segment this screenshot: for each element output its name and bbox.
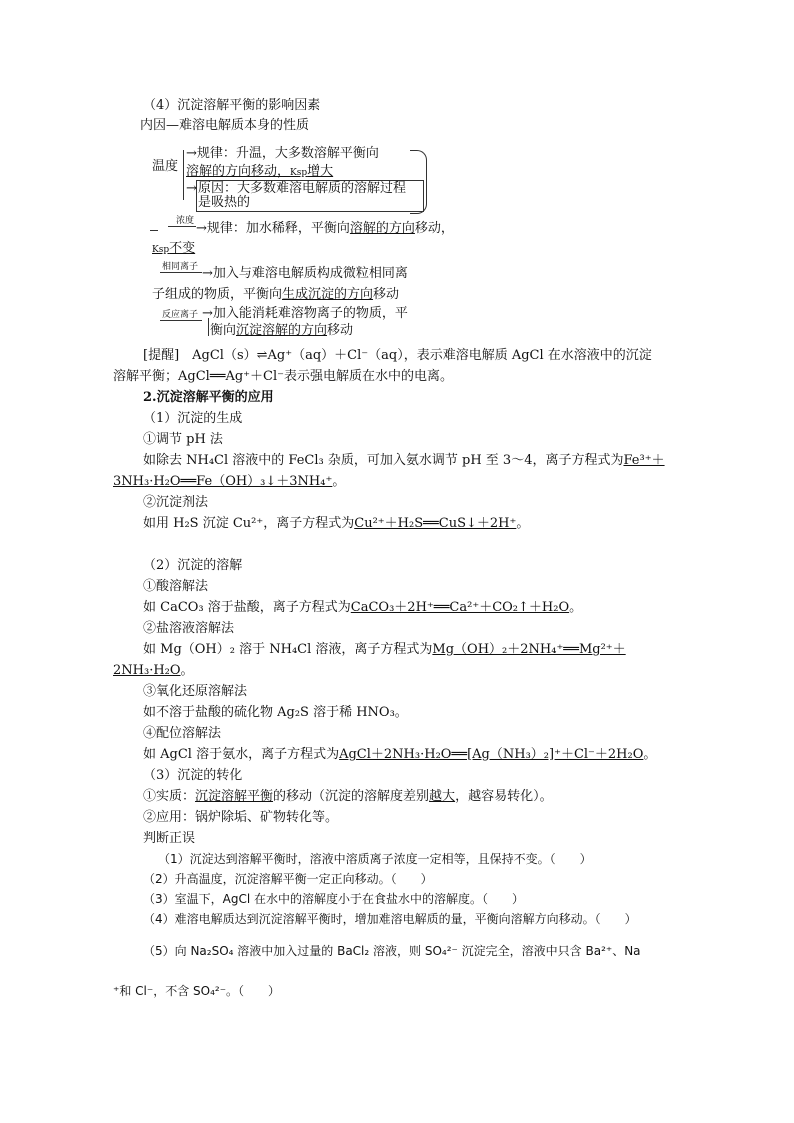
reason-line1: 原因：大多数难溶电解质的溶解过程 <box>198 181 407 196</box>
temperature-label: 温度 <box>152 159 179 174</box>
tip-line2: 溶解平衡；AgCl══Ag⁺＋Cl⁻表示强电解质在水中的电离。 <box>113 369 454 384</box>
essence-post: ，越容易转化）。 <box>455 789 553 804</box>
react-ion-underline <box>160 320 202 321</box>
salt-equation-part1: Mg（OH）₂＋2NH₄⁺══Mg²⁺＋ <box>432 642 626 657</box>
acid-text: 如 CaCO₃ 溶于盐酸，离子方程式为 <box>143 600 351 615</box>
same-ion-label: 相同离子 <box>162 262 199 272</box>
ksp-symbol: Ksp <box>290 168 308 178</box>
coord-equation: AgCl＋2NH₃·H₂O══[Ag（NH₃）₂]⁺＋Cl⁻＋2H₂O <box>339 747 644 762</box>
concentration-rule <box>196 220 454 238</box>
same-ion-underline <box>160 272 202 273</box>
redox-method-text: 如不溶于盐酸的硫化物 Ag₂S 溶于稀 HNO₃。 <box>143 705 408 720</box>
ph-equation-part1: Fe³⁺＋ <box>623 453 665 468</box>
react-ion-bracket <box>208 318 209 336</box>
concentration-label: 浓度 <box>176 216 195 226</box>
ksp-unchanged-text: 不变 <box>169 241 196 256</box>
ph-method-eq <box>113 473 345 491</box>
ksp-symbol: Ksp <box>152 245 170 255</box>
agent-equation: Cu²⁺＋H₂S══CuS↓＋2H⁺ <box>354 516 517 531</box>
redox-method-title: ③氧化还原溶解法 <box>143 684 248 699</box>
essence-emph1: 沉淀溶解平衡 <box>195 789 274 804</box>
react-ion-emph: 沉淀溶解的方向 <box>236 323 328 338</box>
tip-line1: [提醒] AgCl（s）⇌Ag⁺（aq）＋Cl⁻（aq），表示难溶电解质 AgCl 在水溶液中的沉淀 <box>143 348 652 363</box>
heading-4: （4）沉淀溶解平衡的影响因素 <box>143 98 321 113</box>
ksp-unchanged <box>152 240 195 259</box>
salt-end: 。 <box>180 663 194 678</box>
same-ion-line1: →加入与难溶电解质构成微粒相同离 <box>202 266 408 281</box>
ph-method-title: ①调节 pH 法 <box>143 432 223 447</box>
judge-item-2: （2）升高温度，沉淀溶解平衡一定正向移动。（ ） <box>143 872 433 886</box>
salt-method-eq <box>113 662 194 680</box>
judge-item-5-line1: （5）向 Na₂SO₄ 溶液中加入过量的 BaCl₂ 溶液，则 SO₄²⁻ 沉淀完全，溶液中只含 Ba²⁺、Na <box>143 944 641 958</box>
subsection-conversion: （3）沉淀的转化 <box>143 768 243 783</box>
concentration-rule-emph: 溶解的方向 <box>349 221 415 236</box>
reason-line2: 是吸热的 <box>198 195 251 210</box>
ph-equation-part2: 3NH₃·H₂O══Fe（OH）₃↓＋3NH₄⁺ <box>113 474 333 489</box>
temperature-rule-text: 溶解的方向移动， <box>186 164 291 179</box>
judge-item-3: （3）室温下，AgCl 在水中的溶解度小于在食盐水中的溶解度。（ ） <box>143 892 524 906</box>
coord-method-title: ④配位溶解法 <box>143 726 222 741</box>
ksp-increase: 增大 <box>307 164 334 179</box>
salt-equation-part2: 2NH₃·H₂O <box>113 663 181 678</box>
same-ion-line2 <box>152 286 399 304</box>
essence-mid: 的移动（沉淀的溶解度差别 <box>273 789 430 804</box>
react-ion-post: 移动 <box>327 323 354 338</box>
agent-method-text <box>143 515 529 533</box>
subsection-formation: （1）沉淀的生成 <box>143 411 243 426</box>
same-ion-post: 移动 <box>373 287 400 302</box>
agent-method-title: ②沉淀剂法 <box>143 495 209 510</box>
internal-factor: 内因—难溶电解质本身的性质 <box>140 118 310 133</box>
coord-method-text <box>143 746 656 764</box>
coord-end: 。 <box>643 747 657 762</box>
react-ion-line1: →加入能消耗难溶物离子的物质，平 <box>202 306 408 321</box>
salt-text: 如 Mg（OH）₂ 溶于 NH₄Cl 溶液，离子方程式为 <box>143 642 433 657</box>
agent-text: 如用 H₂S 沉淀 Cu²⁺，离子方程式为 <box>143 516 355 531</box>
concentration-rule-post: 移动， <box>414 221 454 236</box>
application-text: ②应用：锅炉除垢、矿物转化等。 <box>143 810 339 825</box>
react-ion-pre: 衡向 <box>210 323 237 338</box>
acid-method-title: ①酸溶解法 <box>143 579 209 594</box>
acid-end: 。 <box>569 600 583 615</box>
coord-text: 如 AgCl 溶于氨水，离子方程式为 <box>143 747 340 762</box>
essence-pre: ①实质： <box>143 789 196 804</box>
temperature-rule-line1: →规律：升温，大多数溶解平衡向 <box>186 146 379 161</box>
judge-title: 判断正误 <box>143 831 196 846</box>
concentration-underline <box>168 226 196 227</box>
right-bracket <box>410 150 427 214</box>
react-ion-label: 反应离子 <box>162 310 199 320</box>
section-2-title: 2.沉淀溶解平衡的应用 <box>143 390 274 405</box>
judge-item-4: （4）难溶电解质达到沉淀溶解平衡时，增加难溶电解质的量，平衡向溶解方向移动。（ ） <box>143 912 637 926</box>
ph-end: 。 <box>332 474 346 489</box>
judge-item-5-line2: ⁺和 Cl⁻，不含 SO₄²⁻。（ ） <box>113 984 281 998</box>
subsection-dissolution: （2）沉淀的溶解 <box>143 558 243 573</box>
dash-line <box>150 230 158 231</box>
ph-method-text <box>143 452 665 470</box>
essence-text <box>143 788 553 806</box>
same-ion-emph: 生成沉淀的方向 <box>282 287 374 302</box>
bracket-line <box>183 150 184 200</box>
react-ion-line2 <box>210 322 353 340</box>
ph-text: 如除去 NH₄Cl 溶液中的 FeCl₃ 杂质，可加入氨水调节 pH 至 3～4，离子方程式为 <box>143 453 624 468</box>
essence-emph2: 越大 <box>429 789 456 804</box>
acid-equation: CaCO₃＋2H⁺══Ca²⁺＋CO₂↑＋H₂O <box>350 600 570 615</box>
judge-item-1: （1）沉淀达到溶解平衡时，溶液中溶质离子浓度一定相等，且保持不变。（ ） <box>158 852 592 866</box>
same-ion-pre: 子组成的物质，平衡向 <box>152 287 283 302</box>
concentration-rule-pre: →规律：加水稀释，平衡向 <box>196 221 350 236</box>
reason-arrow: → <box>186 181 197 196</box>
agent-end: 。 <box>516 516 530 531</box>
acid-method-text <box>143 599 582 617</box>
salt-method-text <box>143 641 626 659</box>
salt-method-title: ②盐溶液溶解法 <box>143 621 235 636</box>
